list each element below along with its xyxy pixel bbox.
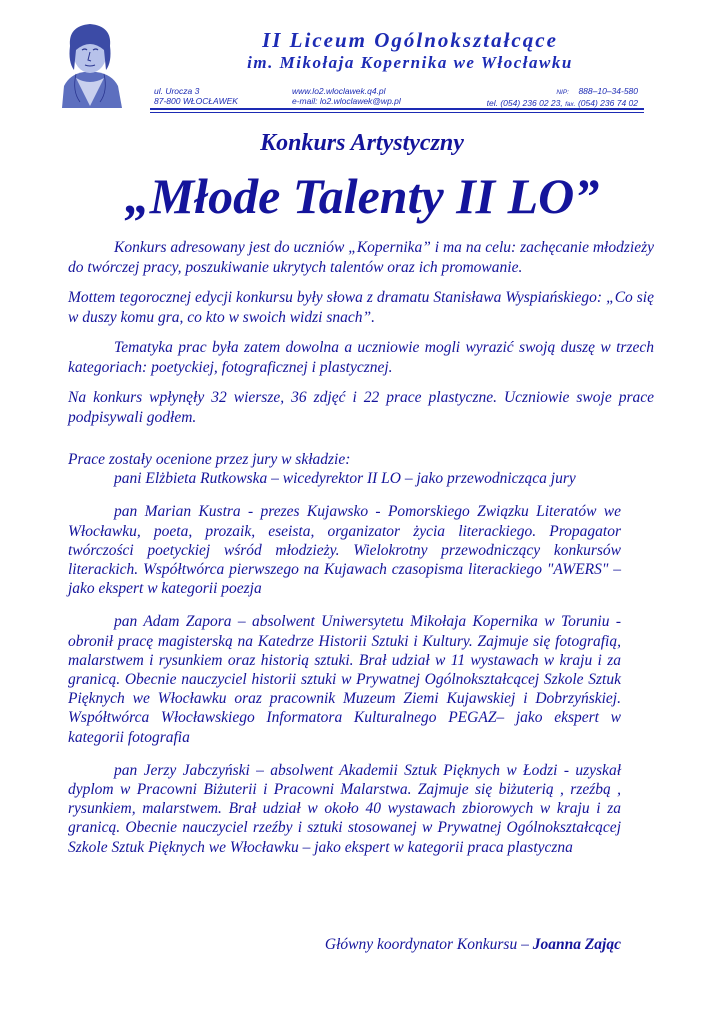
contest-title: „Młode Talenty II LO”: [124, 168, 600, 224]
school-address: [154, 86, 238, 106]
school-phone-contact: [458, 86, 638, 110]
nip-value: 888–10–34-580: [578, 86, 638, 96]
school-name: II Liceum Ogólnokształcące: [262, 28, 558, 52]
nip-number: [458, 86, 638, 98]
paragraph-categories: Tematyka prac była zatem dowolna a uczniowie mogli wyrazić swoją duszę w trzech kategoriach: poetyckiej, fotograficznej i plastycznej.: [68, 339, 654, 376]
fax-label: fax.: [565, 101, 576, 108]
jury-intro: Prace zostały ocenione przez jury w składzie:: [68, 451, 351, 468]
jury-member-zapora: pan Adam Zapora – absolwent Uniwersytetu Mikołaja Kopernika w Toruniu -obronił pracę magisterską na Katedrze Historii Sztuki i Kultury. Zajmuje się fotografią, malarstwem i rysunkiem oraz historią sztuki. Brał udział w 11 wystawach w kraju i za granicą. Obecnie nauczyciel historii sztuki w Prywatnej Ogólnokształcącej Szkole Sztuk Pięknych we Włocławku oraz pracownik Muzeum Ziemi Kujawskiej i Dobrzyńskiej. Współtwórca Włocławskiego Informatora Kulturalnego PEGAZ– jako ekspert w kategorii fotografia: [68, 613, 621, 746]
jury-member-jabczynski: pan Jerzy Jabczyński – absolwent Akademii Sztuk Pięknych w Łodzi - uzyskał dyplom w Pracowni Biżuterii i Pracowni Malarstwa. Zajmuje się biżuterią , rzeźbą , rysunkiem, malarstwem. Brał udział w około 40 wystawach zbiorowych w kraju i za granicą. Obecnie nauczyciel rzeźby i sztuki stosowanej w Prywatnej Ogólnokształcącej Szkole Sztuk Pięknych we Włocławku – jako ekspert w kategorii praca plastyczna: [68, 761, 621, 856]
paragraph-purpose: Konkurs adresowany jest do uczniów „Kopernika” i ma na celu: zachęcanie młodzieży do twórczej pracy, poszukiwanie ukrytych talentów oraz ich promowanie.: [68, 239, 654, 276]
fax-value: (054) 236 74 02: [577, 98, 638, 108]
paragraph-submissions: Na konkurs wpłynęły 32 wiersze, 36 zdjęć i 22 prace plastyczne. Uczniowie swoje prace podpisywali godłem.: [68, 389, 654, 426]
email-link[interactable]: e-mail: lo2.wloclawek@wp.pl: [292, 96, 401, 106]
nip-label: NIP:: [556, 89, 569, 96]
website-link[interactable]: www.lo2.wloclawek.q4.pl: [292, 86, 386, 96]
address-city: 87-800 WŁOCŁAWEK: [154, 96, 238, 106]
coordinator-line: [68, 935, 621, 954]
jury-member-kustra: pan Marian Kustra - prezes Kujawsko - Pomorskiego Związku Literatów we Włocławku, poeta, prozaik, eseista, organizator życia literackiego. Propagator twórczości poetyckiej wśród młodzieży. Wielokrotny przewodniczący konkursów literackich. Współtwórca pierwszego na Kujawach czasopisma literackiego "AWERS" – jako ekspert w kategorii poezja: [68, 503, 621, 598]
address-street: ul. Urocza 3: [154, 86, 200, 96]
paragraph-motto: Mottem tegorocznej edycji konkursu były słowa z dramatu Stanisława Wyspiańskiego: „Co się w duszy komu gra, co kto w swoich widzi snach”.: [68, 289, 654, 326]
copernicus-portrait: [40, 16, 140, 108]
header-divider: [150, 108, 644, 110]
jury-member-rutkowska: pani Elżbieta Rutkowska – wicedyrektor II LO – jako przewodnicząca jury: [114, 470, 576, 488]
school-patron: im. Mikołaja Kopernika we Włocławku: [247, 53, 573, 72]
header-divider-thin: [150, 112, 644, 113]
coordinator-name: Joanna Zając: [532, 936, 621, 953]
coordinator-label: Główny koordynator Konkursu –: [324, 936, 529, 953]
jury-section: [68, 450, 621, 871]
school-online-contact: [292, 86, 401, 106]
tel-label: tel. (054) 236 02 23,: [486, 98, 563, 108]
contest-subtitle: Konkurs Artystyczny: [260, 130, 464, 156]
intro-section: [68, 238, 654, 438]
